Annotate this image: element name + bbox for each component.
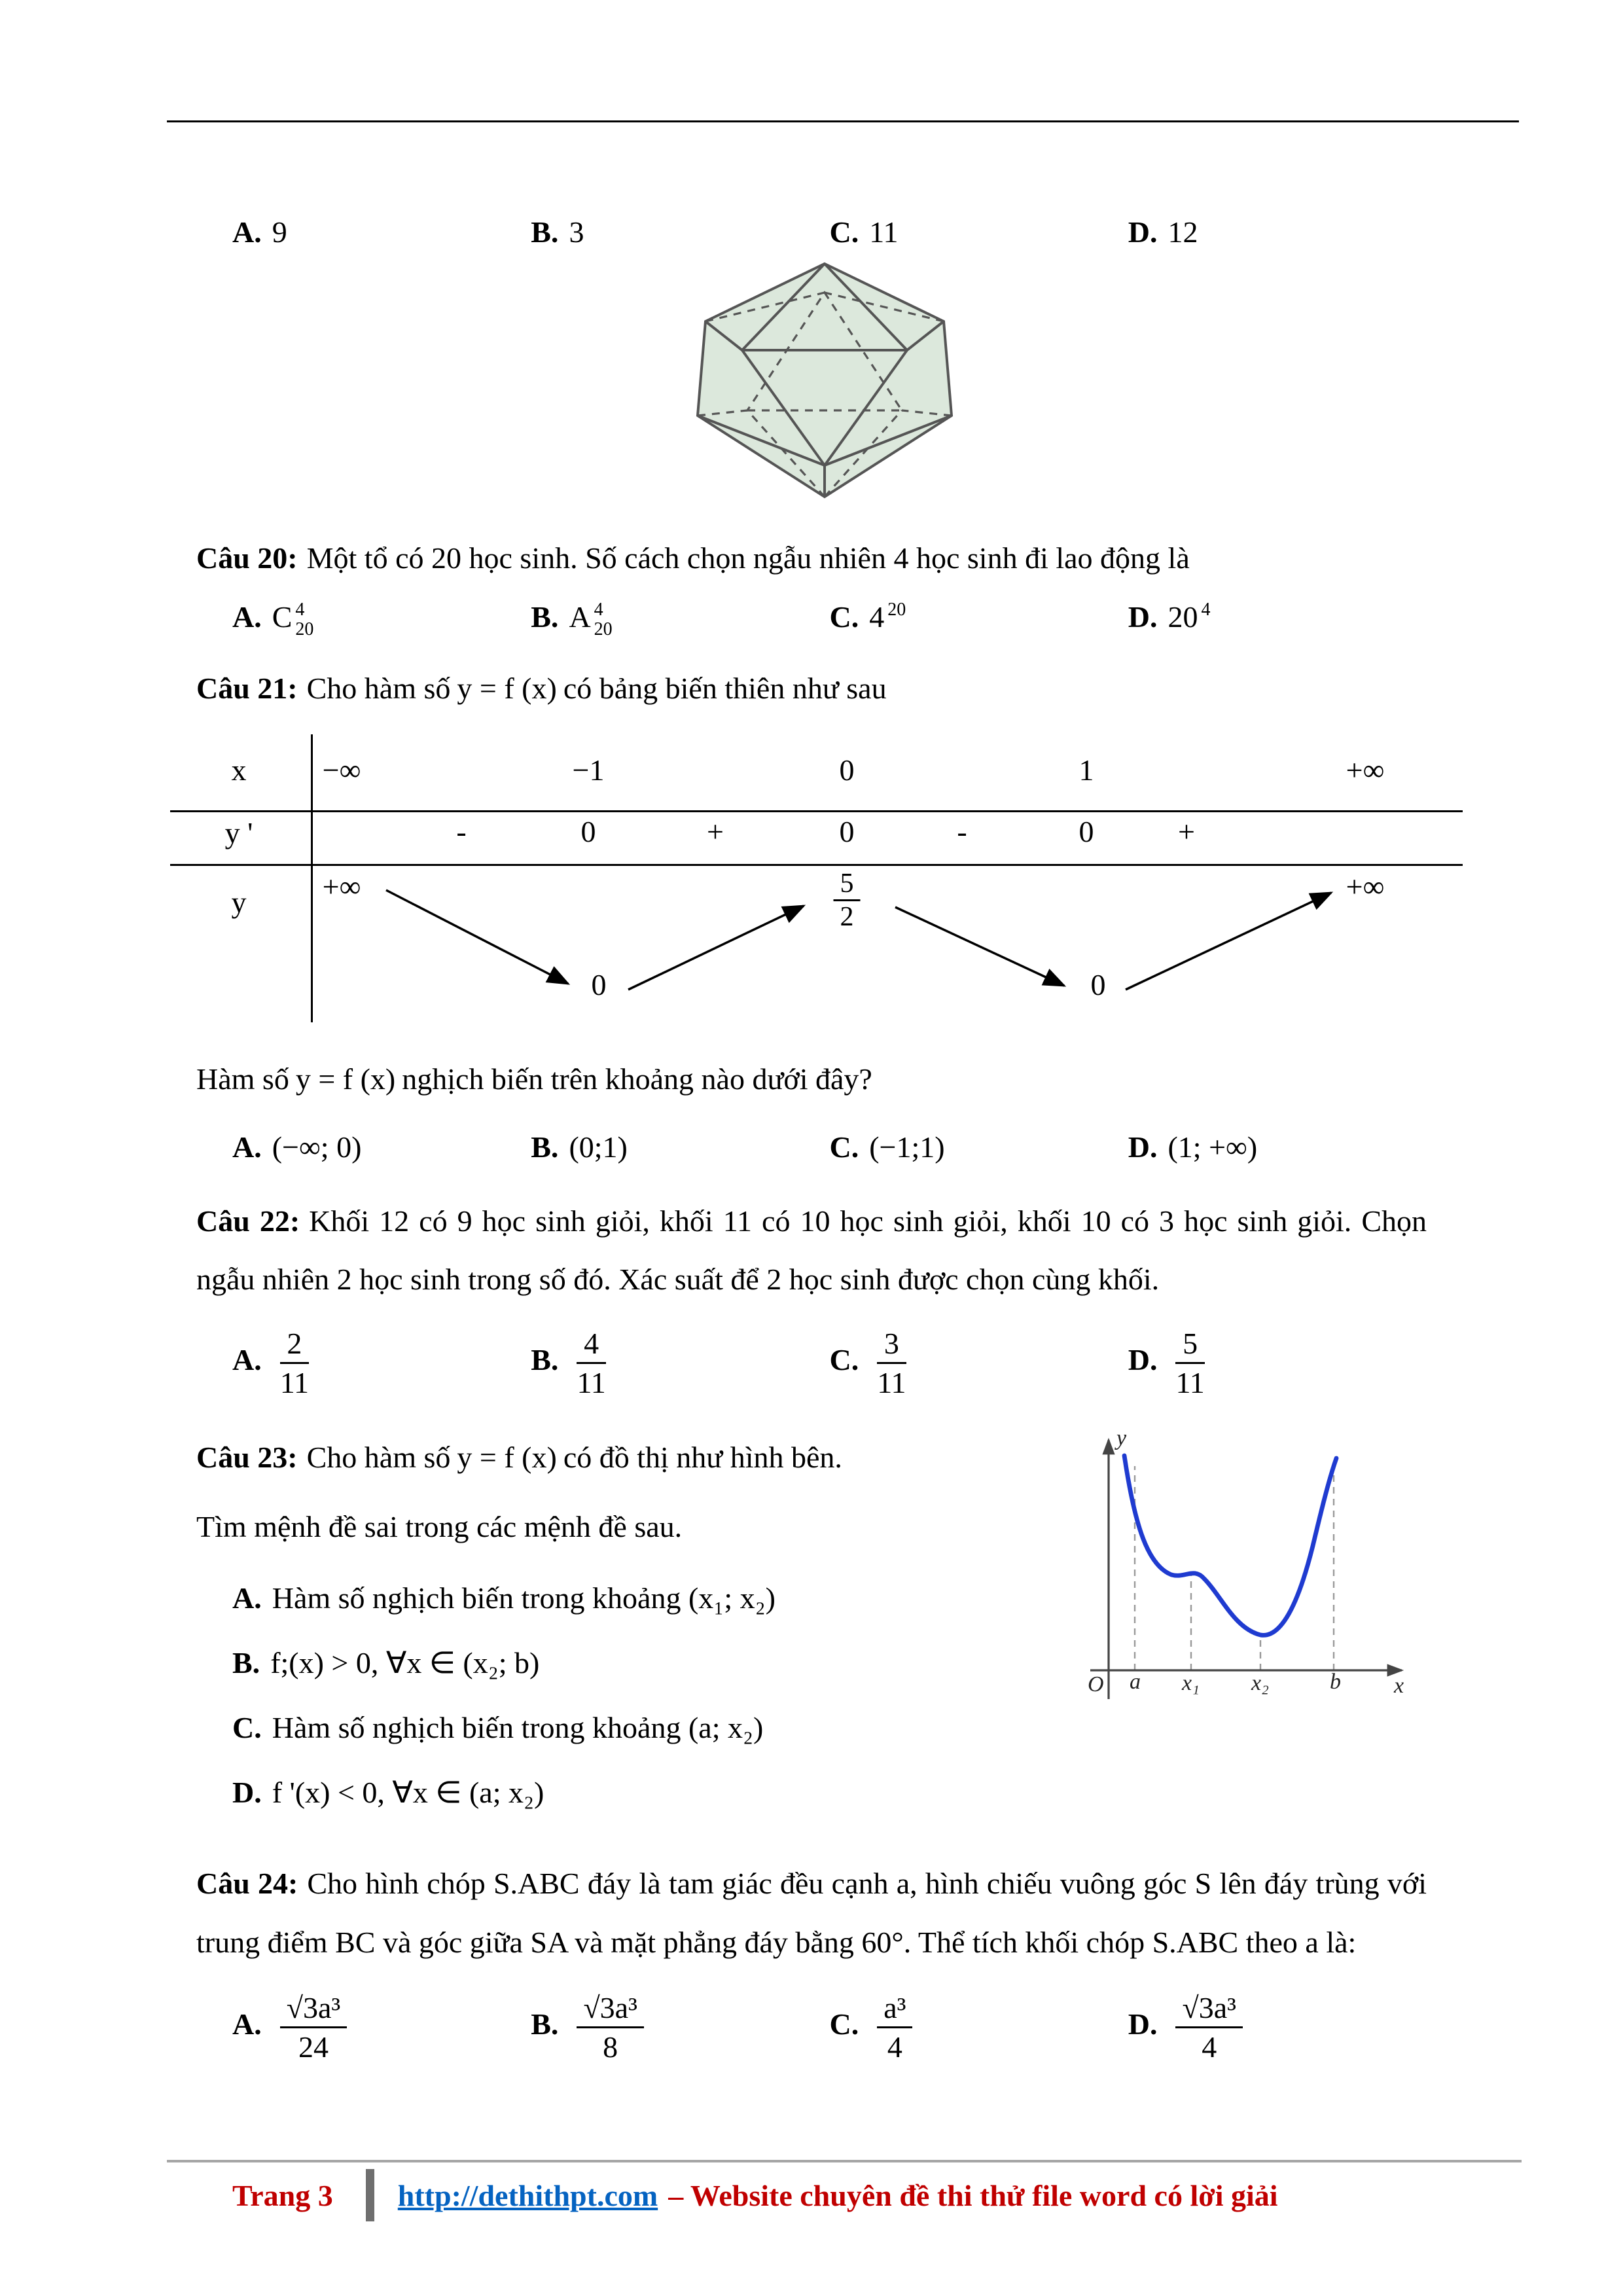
fraction: $\frac{2}{11}$	[280, 1325, 309, 1402]
yprime-sign: -	[456, 814, 467, 848]
answer-option: C. $\frac{3}{11}$	[830, 1325, 906, 1402]
fraction: $\frac{\text{a³}}{4}$	[877, 1989, 912, 2066]
answer-option: C. $\frac{\text{a³}}{4}$	[830, 1989, 913, 2066]
answer-option: D. 20 4	[1128, 600, 1211, 639]
answer-option: B. $\frac{4}{11}$	[531, 1325, 605, 1402]
answer-option: A. $\frac{\text{√3a³}}{24}$	[232, 1989, 347, 2066]
icosahedron-drawing	[661, 256, 988, 505]
option-label: D.	[1128, 215, 1158, 249]
question-23-line2: Tìm mệnh đề sai trong các mệnh đề sau.	[196, 1509, 683, 1543]
fraction: $\frac{4}{11}$	[577, 1325, 605, 1402]
inline-math: y = f (x)	[457, 672, 557, 706]
answer-option: B. (0;1)	[531, 1130, 628, 1164]
y-minimum: 0	[591, 967, 607, 1001]
answer-option: D. (1; +∞)	[1128, 1130, 1258, 1164]
variation-table	[170, 734, 1463, 1022]
footer-tagline: – Website chuyên đề thi thử file word có lời giải	[668, 2178, 1278, 2212]
option-text: 9	[272, 215, 287, 249]
sup-sub: 4 20	[295, 600, 314, 640]
inline-math: y = f (x)	[457, 1440, 557, 1474]
page-content	[196, 196, 1427, 2066]
x1-label: x₁	[1182, 1670, 1200, 1695]
answer-option: D. $\frac{\text{√3a³}}{4}$	[1128, 1989, 1243, 2066]
answer-option: A. $\frac{2}{11}$	[232, 1325, 309, 1402]
fraction: $\frac{3}{11}$	[877, 1325, 906, 1402]
option-label: A.	[232, 215, 262, 249]
fraction: $\frac{5}{11}$	[1175, 1325, 1204, 1402]
footer-link[interactable]: http://dethithpt.com	[397, 2178, 658, 2212]
question-22-options	[196, 1325, 1427, 1402]
y-limit: +∞	[322, 869, 361, 903]
footer-separator	[366, 2169, 374, 2221]
y-maximum-fraction: $\frac{5}{2}$	[834, 868, 861, 933]
row-y-label: y	[231, 885, 247, 919]
answer-option: A. (−∞; 0)	[232, 1130, 362, 1164]
y-minimum: 0	[1090, 967, 1106, 1001]
sup-sub: 4	[1201, 600, 1211, 620]
variation-arrows	[170, 864, 1463, 1022]
answer-option	[232, 215, 287, 249]
header-rule	[167, 120, 1519, 122]
answer-option: A. Hàm số nghịch biến trong khoảng (x₁; x₂)	[232, 1581, 776, 1615]
fraction: $\frac{\text{√3a³}}{8}$	[577, 1989, 643, 2066]
sup-sub: 4 20	[594, 600, 613, 640]
question-24-text: Câu 24: Cho hình chóp S.ABC đáy là tam giác đều cạnh a, hình chiếu vuông góc S lên đáy trùng với trung điểm BC và góc giữa SA và mặt phẳng đáy bằng 60°. Thể tích khối chóp S.ABC theo a là:	[196, 1867, 1427, 1959]
x-value: 0	[839, 753, 855, 787]
x-value: −∞	[322, 753, 361, 787]
question-21-label: Câu 21:	[196, 672, 298, 706]
answer-option	[531, 215, 584, 249]
yprime-sign: 0	[580, 814, 596, 848]
yprime-sign: 0	[1079, 814, 1094, 848]
question-23-text: Câu 23: Cho hàm số y = f (x) có đồ thị như hình bên.	[196, 1440, 842, 1474]
x-value: +∞	[1346, 753, 1385, 787]
answer-option: C. Hàm số nghịch biến trong khoảng (a; x₂)	[232, 1711, 764, 1745]
answer-option: A. C 4 20	[232, 600, 314, 640]
yprime-sign: -	[957, 814, 967, 848]
question-21-options	[196, 1130, 1427, 1164]
fraction: $\frac{\text{√3a³}}{4}$	[1175, 1989, 1242, 2066]
option-label: C.	[829, 215, 859, 249]
page-footer	[167, 2160, 1522, 2228]
answer-option: B. $\frac{\text{√3a³}}{8}$	[531, 1989, 644, 2066]
a-label: a	[1130, 1669, 1141, 1694]
yprime-sign: 0	[839, 814, 855, 848]
row-yprime-label: y '	[224, 816, 253, 850]
table-horizontal-line	[170, 810, 1463, 812]
answer-option: C. (−1;1)	[829, 1130, 945, 1164]
question-20-options	[196, 600, 1427, 639]
x-axis-label: x	[1394, 1673, 1404, 1698]
x2-label: x₂	[1251, 1670, 1269, 1695]
curve	[1124, 1456, 1336, 1635]
yprime-sign: +	[1178, 814, 1195, 848]
b-label: b	[1330, 1669, 1341, 1694]
answer-option: D. $\frac{5}{11}$	[1128, 1325, 1205, 1402]
y-axis-label: y	[1116, 1426, 1127, 1450]
option-text: 11	[869, 215, 899, 249]
row-x-label: x	[231, 753, 247, 787]
question-20-label: Câu 20:	[196, 541, 298, 575]
question-21-question: Hàm số y = f (x) nghịch biến trên khoảng nào dưới đây?	[196, 1062, 872, 1096]
answer-option	[1128, 215, 1198, 249]
option-label: B.	[531, 215, 559, 249]
answer-option: B. f;(x) > 0, ∀x ∈ (x₂; b)	[232, 1646, 540, 1680]
answer-option	[830, 215, 899, 249]
origin-label: O	[1088, 1672, 1104, 1696]
page-number: Trang 3	[232, 2178, 333, 2212]
question-22-label: Câu 22:	[196, 1204, 300, 1238]
x-value: −1	[572, 753, 605, 787]
polyhedron-figure	[223, 256, 1427, 512]
fraction: $\frac{\text{√3a³}}{24}$	[280, 1989, 347, 2066]
option-text: 3	[569, 215, 584, 249]
function-graph	[1067, 1422, 1420, 1710]
answer-option: C. 4 20	[830, 600, 906, 639]
y-limit: +∞	[1346, 869, 1385, 903]
question-20-text: Câu 20: Một tổ có 20 học sinh. Số cách chọn ngẫu nhiên 4 học sinh đi lao động là	[196, 541, 1190, 575]
question-23-block	[196, 1428, 1427, 1835]
question-24-options	[196, 1989, 1427, 2066]
yprime-sign: +	[707, 814, 724, 848]
question-23-label: Câu 23:	[196, 1440, 298, 1474]
option-text: 12	[1168, 215, 1198, 249]
sup-sub: 20	[887, 600, 906, 620]
answer-option: B. A 4 20	[531, 600, 613, 640]
function-graph-svg	[1067, 1422, 1420, 1710]
answers-row-prev-question	[196, 215, 1427, 249]
answer-option: D. f '(x) < 0, ∀x ∈ (a; x₂)	[232, 1776, 544, 1810]
question-21-text: Câu 21: Cho hàm số y = f (x) có bảng biến thiên như sau	[196, 672, 887, 706]
x-value: 1	[1079, 753, 1094, 787]
question-22-text: Câu 22: Khối 12 có 9 học sinh giỏi, khối 11 có 10 học sinh giỏi, khối 10 có 3 học sinh giỏi. Chọn ngẫu nhiên 2 học sinh trong số đó. Xác suất để 2 học sinh được chọn cùng khối.	[196, 1204, 1427, 1297]
inline-math: y = f (x)	[295, 1062, 396, 1096]
question-24-label: Câu 24:	[196, 1867, 298, 1901]
